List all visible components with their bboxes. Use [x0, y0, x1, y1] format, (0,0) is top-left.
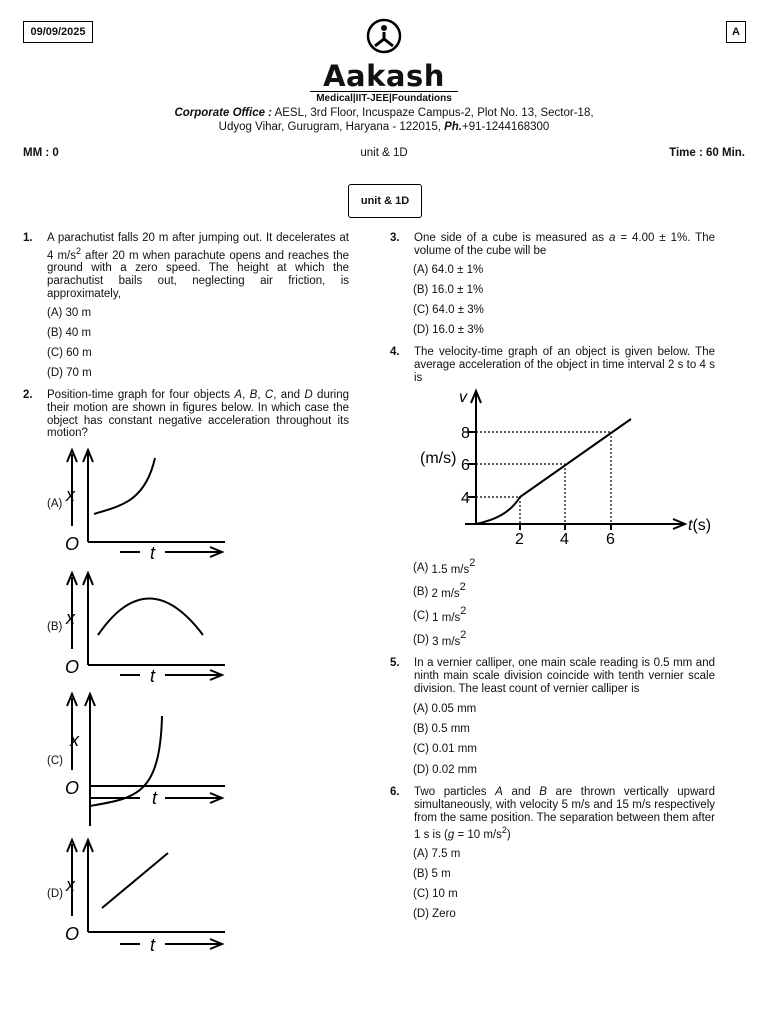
t-axis-label: t [150, 543, 156, 563]
question-text: A parachutist falls 20 m after jumping out. It decelerates at 4 $m/s^2$ after 20 m when parachute opens and reaches the ground with a zero speed. The height at which the parachutist bails out, neglecting air friction, is approximately, [47, 232, 349, 301]
y-axis-unit: (m/s) [420, 450, 457, 467]
y-axis-label: v [459, 389, 467, 406]
q5-option-d[interactable]: (D) 0.02 mm [413, 764, 477, 776]
corporate-office-address [0, 106, 768, 134]
question-text: Two particles A and B are thrown vertically upward simultaneously, with velocity 5 m/s and 15 m/s respectively from the same position. The separation between them after 1 s is (g = 10 $m/s^2$) [414, 786, 715, 842]
question-number: 2. [23, 389, 33, 401]
paper-title: unit & 1D [348, 184, 422, 218]
origin-label: O [65, 534, 80, 554]
t-axis-label: t [150, 935, 156, 954]
phone-label: Ph. [444, 121, 463, 133]
q1-option-b[interactable]: (B) 40 m [47, 327, 92, 339]
phone-number: +91-1244168300 [462, 121, 550, 133]
q4-option-c[interactable]: (C) 1 $m/s^2$ [413, 605, 467, 624]
q3-option-c[interactable]: (C) 64.0 ± 3% [413, 304, 484, 316]
set-code-box: A [726, 21, 746, 43]
question-number: 4. [390, 346, 400, 358]
question-number: 6. [390, 786, 400, 798]
logo-block [0, 18, 768, 104]
question-text: One side of a cube is measured as a = 4.00 ± 1%. The volume of the cube will be [414, 232, 715, 257]
x-axis-label: x [66, 485, 75, 505]
origin-label: O [65, 778, 80, 798]
q2-option-a[interactable]: (A) [47, 498, 63, 510]
q6-option-a[interactable]: (A) 7.5 m [413, 848, 461, 860]
date-box: 09/09/2025 [23, 21, 93, 43]
question-number: 3. [390, 232, 400, 244]
q5-option-c[interactable]: (C) 0.01 mm [413, 743, 477, 755]
x-axis-label: x [66, 875, 75, 895]
graph-a [60, 444, 235, 564]
q1-option-a[interactable]: (A) 30 m [47, 307, 92, 319]
brand-tagline: Medical|IIT-JEE|Foundations [316, 93, 452, 104]
subject-label: unit & 1D [360, 147, 408, 159]
x-tick-label: 6 [606, 531, 615, 548]
q4-option-b[interactable]: (B) 2 $m/s^2$ [413, 581, 466, 600]
question-5 [390, 657, 715, 695]
q3-option-b[interactable]: (B) 16.0 ± 1% [413, 284, 484, 296]
question-text: In a vernier calliper, one main scale reading is 0.5 mm and ninth main scale division coincide with tenth vernier scale division. The least count of vernier calliper is [414, 657, 715, 695]
t-axis-label: t [150, 666, 156, 686]
q2-option-c[interactable]: (C) [47, 755, 63, 767]
office-label: Corporate Office : [174, 107, 273, 119]
question-4 [390, 346, 715, 384]
q4-option-d[interactable]: (D) 3 $m/s^2$ [413, 629, 467, 648]
question-text: The velocity-time graph of an object is given below. The average acceleration of the object in time interval 2 s to 4 s is [414, 346, 715, 384]
max-marks: MM : 0 [23, 147, 59, 159]
question-number: 1. [23, 232, 33, 244]
y-tick-label: 8 [461, 425, 470, 442]
origin-label: O [65, 657, 80, 677]
graph-c [60, 688, 235, 833]
q3-option-d[interactable]: (D) 16.0 ± 3% [413, 324, 484, 336]
velocity-time-graph [415, 385, 720, 550]
x-tick-label: 4 [560, 531, 569, 548]
question-2 [23, 389, 349, 440]
x-axis-label: t(s) [688, 517, 712, 534]
graph-d [60, 834, 235, 954]
t-axis-label: t [152, 788, 158, 808]
question-1 [23, 232, 349, 301]
q6-option-b[interactable]: (B) 5 m [413, 868, 451, 880]
aakash-logo-icon [365, 18, 403, 54]
q4-option-a[interactable]: (A) 1.5 $m/s^2$ [413, 557, 476, 576]
question-6 [390, 786, 715, 842]
q6-option-c[interactable]: (C) 10 m [413, 888, 458, 900]
graph-b [60, 567, 235, 687]
x-axis-label: x [66, 608, 75, 628]
time-label: Time : 60 Min. [669, 147, 745, 159]
q2-option-d[interactable]: (D) [47, 888, 63, 900]
q6-option-d[interactable]: (D) Zero [413, 908, 456, 920]
brand-name: Aakash [323, 59, 445, 93]
office-line1: AESL, 3rd Floor, Incuspaze Campus-2, Plot No. 13, Sector-18, [272, 107, 594, 119]
q5-option-b[interactable]: (B) 0.5 mm [413, 723, 470, 735]
x-axis-label: x [70, 730, 79, 750]
origin-label: O [65, 924, 80, 944]
question-3 [390, 232, 715, 258]
q5-option-a[interactable]: (A) 0.05 mm [413, 703, 477, 715]
q1-option-c[interactable]: (C) 60 m [47, 347, 92, 359]
y-tick-label: 4 [461, 490, 470, 507]
y-tick-label: 6 [461, 457, 470, 474]
x-tick-label: 2 [515, 531, 524, 548]
q1-option-d[interactable]: (D) 70 m [47, 367, 92, 379]
office-line2: Udyog Vihar, Gurugram, Haryana - 122015, [218, 121, 445, 133]
q2-option-b[interactable]: (B) [47, 621, 63, 633]
question-number: 5. [390, 657, 400, 669]
question-text: Position-time graph for four objects A, B, C, and D during their motion are shown in figures below. In which case the object has constant negative acceleration throughout its motion? [47, 389, 350, 440]
q3-option-a[interactable]: (A) 64.0 ± 1% [413, 264, 484, 276]
